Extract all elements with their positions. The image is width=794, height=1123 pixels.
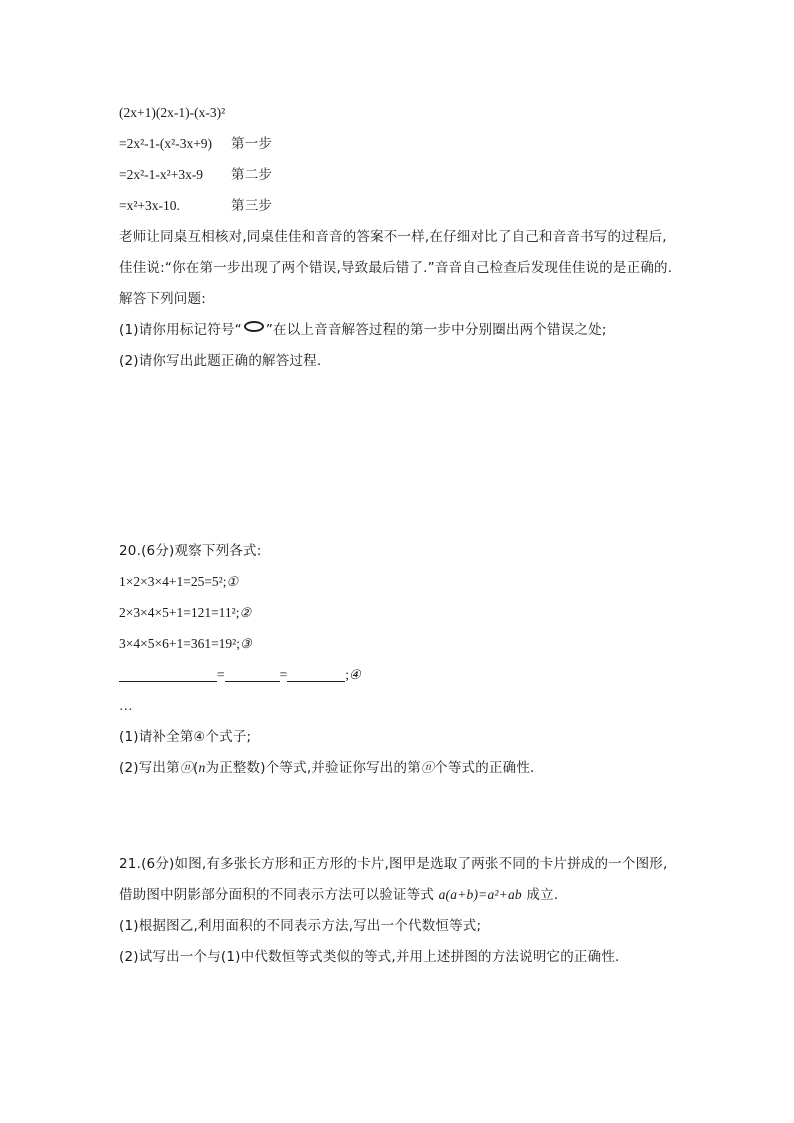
q20-ellipsis: … <box>119 698 133 713</box>
blank-line-3 <box>287 667 345 682</box>
q19-step1-label: 第一步 <box>231 136 273 152</box>
q19-step2-line <box>119 166 273 184</box>
blank-line-1 <box>119 667 217 682</box>
q19-instruction: 解答下列问题: <box>119 291 206 307</box>
circled-number-3: ③ <box>239 636 252 651</box>
q20-subquestion-2: (2)写出第ⓝ(n为正整数)个等式,并验证你写出的第ⓝ个等式的正确性. <box>119 760 535 776</box>
circled-number-4: ④ <box>349 667 361 682</box>
q19-step1-expr: =2x²-1-(x²-3x+9) <box>119 136 213 151</box>
q19-step3-label: 第三步 <box>231 198 273 214</box>
q19-subquestion-2: (2)请你写出此题正确的解答过程. <box>119 353 322 369</box>
blank-line-2 <box>225 667 280 682</box>
q19-expression: (2x+1)(2x-1)-(x-3)² <box>119 105 226 120</box>
q19-step1-line <box>119 135 273 153</box>
q19-paragraph-line2: 佳佳说:“你在第一步出现了两个错误,导致最后错了.”音音自己检查后发现佳佳说的是正确的. <box>119 260 673 276</box>
circled-number-4-ref: ④ <box>193 730 206 745</box>
q20-equation-1: 1×2×3×4+1=25=5²;① <box>119 574 239 589</box>
q19-step3-expr: =x²+3x-10. <box>119 198 180 213</box>
q21-paragraph-line1: 21.(6分)如图,有多张长方形和正方形的卡片,图甲是选取了两张不同的卡片拼成的一个图形, <box>119 856 668 872</box>
q20-subquestion-1: (1)请补全第④个式子; <box>119 729 252 745</box>
q20-header: 20.(6分)观察下列各式: <box>119 543 262 559</box>
circled-number-2: ② <box>239 605 252 620</box>
q19-paragraph-line1: 老师让同桌互相核对,同桌佳佳和音音的答案不一样,在仔细对比了自己和音音书写的过程后, <box>119 229 667 245</box>
variable-n: n <box>198 760 206 775</box>
q21-subquestion-2: (2)试写出一个与(1)中代数恒等式类似的等式,并用上述拼图的方法说明它的正确性. <box>119 949 620 965</box>
q20-equation-4: = = ;④ <box>119 666 361 684</box>
circled-n-icon-2: ⓝ <box>420 761 435 776</box>
q19-subquestion-1: (1)请你用标记符号“ ”在以上音音解答过程的第一步中分别圈出两个错误之处; <box>119 322 607 338</box>
q21-identity: a(a+b)=a²+ab <box>438 887 522 902</box>
q19-step3-line <box>119 197 273 215</box>
q19-step2-label: 第二步 <box>231 167 273 183</box>
q19-step2-expr: =2x²-1-x²+3x-9 <box>119 167 204 182</box>
q21-paragraph-line2: 借助图中阴影部分面积的不同表示方法可以验证等式 a(a+b)=a²+ab 成立. <box>119 887 559 903</box>
circled-n-icon: ⓝ <box>179 761 194 776</box>
q20-equation-2: 2×3×4×5+1=121=11²;② <box>119 605 252 620</box>
q21-subquestion-1: (1)根据图乙,利用面积的不同表示方法,写出一个代数恒等式; <box>119 918 482 934</box>
circled-number-1: ① <box>226 574 239 589</box>
q20-equation-3: 3×4×5×6+1=361=19²;③ <box>119 636 252 651</box>
oval-mark-icon <box>244 321 264 332</box>
